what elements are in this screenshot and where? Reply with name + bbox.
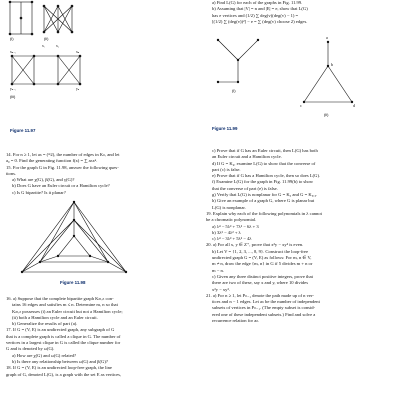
fig-11-97-node-x1: x₁	[42, 44, 46, 48]
text-line: recurrence relation for aₙ.	[212, 318, 260, 324]
text-line: graph of G, denoted L(G), is a graph with the set E as vertices,	[6, 371, 122, 377]
questions-16-18	[6, 296, 194, 378]
text-line: L(G) is nonplanar.	[212, 204, 246, 210]
text-line: a) λ⁴ − 5λ³ + 7λ² − 6λ + 3	[212, 223, 259, 229]
text-line: vertices in a largest clique in G is called the clique number for	[6, 340, 121, 346]
text-line: subsets of vertices in Pₙ₋₁. (The empty subset is consid-	[212, 305, 316, 311]
text-line: part (c) is false.	[212, 166, 241, 172]
text-line: c) Prove that if G has an Euler circuit, then L(G) has both	[212, 148, 318, 153]
text-line: 20. a) For all x, y ∈ Z⁺, prove that x²y − xy² is even.	[206, 242, 304, 248]
fig-11-97-node-yn: yₙ	[76, 87, 80, 91]
fig-11-97-node-x2: x₂	[56, 44, 60, 48]
text-line: [(1/2) ∑ (deg(v))²] − e = ∑ (deg(v) choose 2) edges.	[212, 18, 308, 24]
fig-11-97-node-xn1: xₙ₋₁	[10, 50, 17, 54]
text-line: c) Given any three distinct positive integers, prove that	[212, 273, 313, 279]
text-line: 14. For n ≥ 1, let aₙ = (ᵐ2), the number of edges in Kₙ, and let	[6, 152, 120, 157]
text-line: be a chromatic polynomial.	[206, 217, 257, 223]
text-line: 19. Explain why each of the following polynomials in λ cannot	[206, 210, 322, 216]
text-line: Kₘ,ₙ possesses (i) an Euler circuit but not a Hamilton cycle;	[12, 308, 123, 314]
text-line: b) Generalize the results of part (a).	[12, 321, 78, 327]
text-line: 18. If G = (V, E) is an undirected loop-free graph, the line	[6, 365, 112, 371]
text-line: a) How are χ(G) and ω(G) related?	[12, 352, 76, 358]
fig-11-97-label-i: (i)	[10, 36, 14, 41]
text-line: c) λ⁴ − 3λ³ + 5λ² − 4λ	[212, 236, 252, 242]
text-line: tains 16 edges and satisfies m ≤ n. Determine m, n so that	[12, 302, 118, 308]
text-line: G and is denoted by ω(G).	[6, 346, 55, 352]
text-line: a) What are χ(G), β(G), and γ(G)?	[12, 177, 75, 183]
text-line: b) 3λ³ − 4λ² + λ	[212, 229, 241, 235]
text-line: has e vertices and (1/2) ∑ deg(v)(deg(v) − 1) =	[212, 12, 299, 18]
figure-11-99	[208, 30, 388, 140]
text-line: undirected graph G = (V, E) as follows: For m, n ∈ V,	[212, 255, 312, 261]
text-line: b) Is there any relationship between ω(G) and β(G)?	[12, 358, 108, 364]
text-line: a₀ = 0. Find the generating function f(x) = ∑ aₙxⁿ.	[6, 158, 98, 164]
fig-11-99-node-a: a	[326, 35, 328, 40]
text-line: b) Does G have an Euler circuit or a Hamilton cycle?	[12, 183, 110, 189]
figure-11-97	[6, 0, 86, 135]
text-line: there are two of these, say x and y, where 10 divides	[212, 280, 309, 286]
fig-11-97-node-xn: xₙ	[76, 50, 80, 54]
figure-11-97-graphs	[6, 0, 86, 135]
text-line: that the converse of part (e) is false.	[212, 185, 278, 191]
fig-11-99-node-c: c	[300, 103, 302, 108]
text-line: an Euler circuit and a Hamilton cycle.	[212, 154, 282, 160]
question-18-parts-a-b	[206, 0, 394, 25]
fig-11-99-label-i: (i)	[232, 88, 236, 93]
text-line: c) Is G bipartite? Is it planar?	[12, 189, 66, 195]
text-line: (ii) both a Hamilton cycle and an Euler circuit.	[12, 314, 98, 320]
text-line: 15. For the graph G in Fig. 11.98, answer the following ques-	[6, 164, 119, 170]
text-line: d) If G = K₄, examine L(G) to show that the converse of	[212, 160, 316, 166]
text-line: e) Prove that if G has a Hamilton cycle, then so does L(G).	[212, 173, 321, 179]
text-line: b) Assuming that |V| = n and |E| = e, show that L(G)	[212, 6, 308, 12]
fig-11-97-node-yn1: yₙ₋₁	[10, 87, 17, 91]
text-line: a) Find L(G) for each of the graphs in Fig. 11.99.	[212, 0, 303, 5]
fig-11-97-caption: Figure 11.97	[10, 128, 36, 133]
text-line: tices and n − 1 edges. Let aₙ be the number of independent	[212, 299, 320, 305]
text-line: 21. a) For n ≥ 1, let Pₙ₋₁ denote the path made up of n ver-	[206, 292, 314, 298]
fig-11-99-label-ii: (ii)	[324, 112, 329, 117]
text-line: that is a complete graph is called a clique in G. The number of	[6, 333, 121, 339]
text-line: m ≠ n, draw the edge {m, n} in G if 5 divides m + n or	[212, 261, 313, 267]
fig-11-99-node-d: d	[353, 103, 355, 108]
fig-11-99-node-b: b	[331, 62, 333, 67]
text-line: h) Give an example of a graph G, where G is planar but	[212, 198, 315, 204]
fig-11-97-label-iii: (iii)	[10, 94, 16, 99]
text-line: m − n.	[212, 267, 224, 273]
figure-11-98-graph	[14, 198, 134, 288]
text-line: ered one of these independent subsets.) Find and solve a	[212, 311, 316, 317]
text-line: x³y − xy³.	[212, 286, 230, 292]
text-line: 16. a) Suppose that the complete bipartite graph Kₘ,ₙ con-	[6, 296, 114, 301]
text-line: b) Let V = {1, 2, 3, ..., 8, 9}. Construct the loop-free	[212, 248, 309, 254]
questions-18-21	[206, 148, 394, 324]
text-line: f) Examine L(G) for the graph in Fig. 11.99(b) to show	[212, 179, 314, 185]
text-line: tions.	[6, 170, 17, 176]
text-line: 17. If G = (V, E) is an undirected graph, any subgraph of G	[6, 327, 115, 333]
questions-14-15	[6, 152, 194, 196]
figure-11-99-graphs	[208, 30, 388, 140]
text-line: g) Verify that L(G) is nonplanar for G = K₅ and G = K₃,₃.	[212, 192, 318, 198]
fig-11-97-label-ii: (ii)	[44, 36, 49, 41]
fig-11-98-caption: Figure 11.98	[60, 280, 86, 285]
figure-11-98	[14, 198, 134, 288]
fig-11-99-caption: Figure 11.99	[212, 126, 238, 131]
